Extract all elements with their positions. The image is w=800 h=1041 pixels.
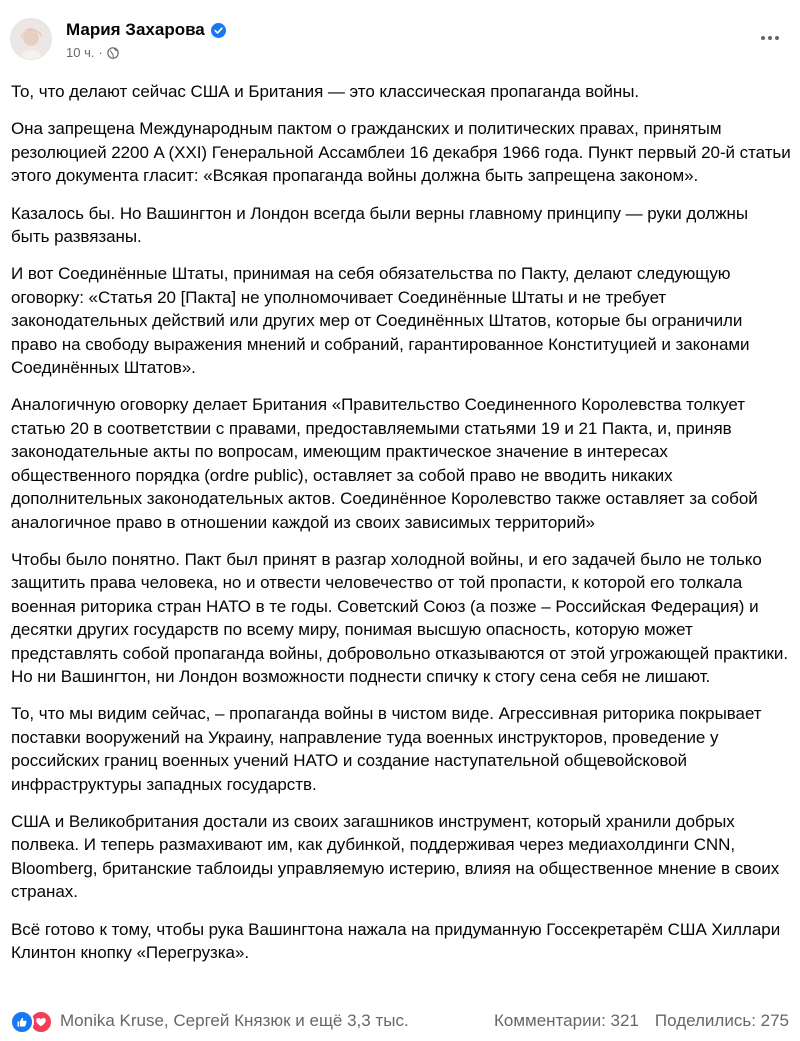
shares-count[interactable]: Поделились: 275 [654,1011,789,1030]
post-paragraph: Всё готово к тому, чтобы рука Вашингтона нажала на придуманную Госсекретарём США Хиллари Клинтон кнопку «Перегрузка». [11,919,781,962]
like-reaction-icon [10,1010,34,1034]
more-dot [768,36,772,40]
more-dot [761,36,765,40]
author-name[interactable]: Мария Захарова [66,20,205,39]
author-avatar[interactable] [10,18,52,60]
post-stats [494,1011,789,1031]
post-paragraph: То, что мы видим сейчас, – пропаганда войны в чистом виде. Агрессивная риторика покрывает поставки вооружений на Украину, направление туда военных инструкторов, проведение у российских границ военных учений НАТО и создание наступательной общевойсковой инфраструктуры западных государств. [11,704,762,794]
post-paragraph: Аналогичную оговорку делает Британия «Правительство Соединенного Королевства толкует статью 20 в соответствии с правами, предоставляемыми статьями 19 и 21 Пакта, и, приняв законодательные акты по вопросам, имеющим практическое значение в интересах общественного порядка (ordre public), оставляет за собой право не вводить никаких дополнительных законодательных актов. Соединённое Королевство также оставляет за собой аналогичное право в отношении каждой из своих зависимых территорий» [11,395,758,532]
avatar-image [11,19,51,59]
post-text [11,80,791,978]
post-header [0,0,800,72]
more-options-icon[interactable] [756,28,784,48]
reactors-summary[interactable]: Monika Kruse, Сергей Князюк и ещё 3,3 тыс. [60,1011,409,1030]
reaction-icons[interactable] [10,1010,53,1034]
meta-separator: · [98,45,103,60]
more-dot [775,36,779,40]
post-paragraph: США и Великобритания достали из своих загашников инструмент, который хранили добрых полвека. И теперь размахивают им, как дубинкой, поддерживая через медиахолдинги CNN, Bloomberg, британские таблоиды управляемую истерию, влияя на общественное мнение в своих странах. [11,811,780,902]
post-paragraph: И вот Соединённые Штаты, принимая на себя обязательства по Пакту, делают следующую оговорку: «Статья 20 [Пакта] не уполномочивает Соединённые Штаты и не требует законодательных действий или других мер от Соединённых Штатов, которые бы ограничили право на свободу выражения мнений и собраний, гарантированное Конституцией и законами Соединённых Штатов». [11,264,750,378]
post-paragraph: Она запрещена Международным пактом о гражданских и политических правах, принятым резолюцией 2200 A (XXI) Генеральной Ассамблеи 16 декабря 1966 года. Пункт первый 20-й статьи этого документа гласит: «Всякая пропаганда войны должна быть запрещена законом». [11,119,791,186]
post-meta [66,45,119,60]
verified-badge-icon [211,23,226,38]
comments-count[interactable]: Комментарии: 321 [494,1011,639,1030]
post-footer [0,1002,800,1038]
globe-icon[interactable] [107,47,119,59]
post-paragraph: Казалось бы. Но Вашингтон и Лондон всегда были верны главному принципу — руки должны быть развязаны. [11,203,749,247]
post-paragraph: Чтобы было понятно. Пакт был принят в разгар холодной войны, и его задачей было не только защитить права человека, но и отвести человечество от той пропасти, к которой его толкала военная риторика стран НАТО в те годы. Советский Союз (а позже – Российская Федерация) и десятки других государств по всему миру, понимая высшую опасность, которую может представлять собой пропаганда войны, добровольно отказываются от этой угрожающей практики. Но ни Вашингтон, ни Лондон возможности поднести спичку к стогу сена себя не лишают. [11,549,789,686]
post-paragraph: То, что делают сейчас США и Британия — это классическая пропаганда войны. [11,82,640,101]
post-timestamp[interactable]: 10 ч. [66,45,95,60]
author-row [66,20,226,40]
